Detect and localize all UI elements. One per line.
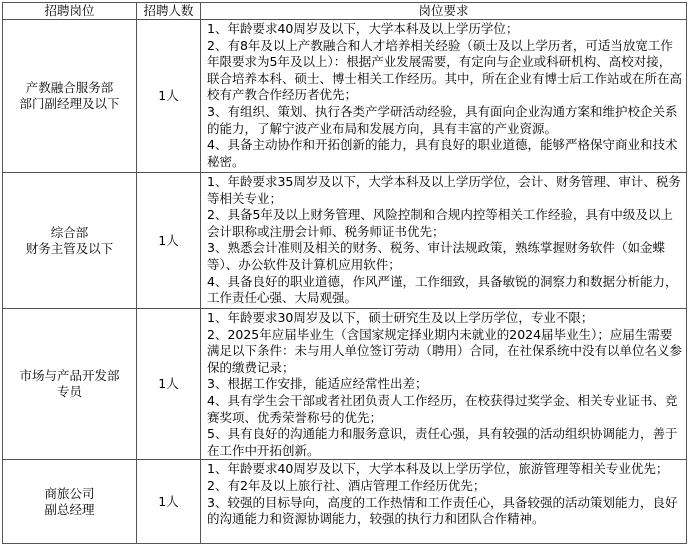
- count-cell: 1人: [137, 173, 201, 309]
- count-cell: 1人: [137, 20, 201, 173]
- table-row: [3, 173, 687, 309]
- table-row: [3, 20, 687, 173]
- header-position: 招聘岗位: [3, 3, 137, 20]
- requirement-item: 4、具备主动协作和开拓创新的能力，具有良好的职业道德，能够严格保守商业和技术秘密。: [207, 137, 678, 169]
- requirements-cell: [201, 460, 687, 544]
- requirement-item: 1、年龄要求40周岁及以下，大学本科及以上学历学位，旅游管理等相关专业优先；: [207, 461, 669, 477]
- position-line: 商旅公司: [44, 485, 95, 501]
- position-line: 副总经理: [44, 501, 95, 517]
- position-cell: [3, 173, 137, 309]
- requirement-item: 3、较强的目标导向，高度的工作热情和工作责任心，具备较强的活动策划能力，良好的沟通能力和资源协调能力，较强的执行力和团队合作精神。: [207, 494, 678, 527]
- requirement-item: 3、有组织、策划、执行各类产学研活动经验，具有面向企业沟通方案和维护校企关系的能力，了解宁波产业布局和发展方向，具有丰富的产业资源。: [207, 103, 678, 136]
- requirements-cell: [201, 173, 687, 309]
- requirement-item: 2、2025年应届毕业生（含国家规定择业期内未就业的2024届毕业生）；应届生需要满足以下条件：未与用人单位签订劳动（聘用）合同，在社保系统中没有以单位名义参保的缴费记录；: [207, 326, 683, 375]
- requirement-item: 4、具备良好的职业道德，作风严谨，工作细致，具备敏锐的洞察力和数据分析能力，工作责任心强、大局观强。: [207, 273, 678, 306]
- table-row: [3, 309, 687, 460]
- position-line: 专员: [56, 384, 82, 400]
- position-cell: [3, 460, 137, 544]
- position-line: 部门副经理及以下: [19, 96, 120, 111]
- requirement-item: 2、有2年及以上旅行社、酒店管理工作经历优先；: [207, 477, 486, 493]
- requirements-cell: [201, 309, 687, 460]
- requirement-item: 2、具备5年及以上财务管理、风险控制和合规内控等相关工作经验，具有中级及以上会计职称或注册会计师、税务师证书优先；: [207, 207, 673, 239]
- position-line: 财务主管及以下: [25, 240, 114, 256]
- requirement-item: 3、根据工作安排，能适应经常性出差；: [207, 376, 428, 392]
- requirement-item: 1、年龄要求40周岁及以下，大学本科及以上学历学位；: [207, 21, 519, 36]
- requirements-cell: [201, 20, 687, 173]
- recruitment-table: [2, 2, 687, 544]
- position-cell: [3, 20, 137, 173]
- position-cell: [3, 309, 137, 460]
- requirement-item: 1、年龄要求35周岁及以下，大学本科及以上学历学位，会计、财务管理、审计、税务等相关专业；: [207, 174, 681, 206]
- requirement-item: 4、具有学生会干部或者社团负责人工作经历，在校获得过奖学金、相关专业证书、竞赛奖项、优秀荣誉称号的优先；: [207, 392, 678, 425]
- position-line: 综合部: [50, 224, 89, 240]
- count-cell: 1人: [137, 309, 201, 460]
- header-requirements: 岗位要求: [201, 3, 687, 20]
- requirement-item: 1、年龄要求30周岁及以下，硕士研究生及以上学历学位，专业不限；: [207, 310, 594, 325]
- requirement-item: 5、具有良好的沟通能力和服务意识，责任心强，具有较强的活动组织协调能力，善于在工作中开拓创新。: [207, 426, 678, 458]
- requirement-item: 2、有8年及以上产教融合和人才培养相关经验（硕士及以上学历者，可适当放宽工作年限要求为5年及以上）：根据产业发展需要，有定向与企业或科研机构、高校对接，联合培养本科、硕士、博士相关工作经历。其中，所在企业有博士后工作站或在所在高校有产教合作经历者优先；: [207, 37, 683, 103]
- position-line: 市场与产品开发部: [19, 368, 120, 384]
- position-line: 产教融合服务部: [25, 80, 114, 95]
- table-row: [3, 460, 687, 544]
- requirement-item: 3、熟悉会计准则及相关的财务、税务、审计法规政策，熟练掌握财务软件（如金蝶等）、办公软件及计算机应用软件；: [207, 240, 665, 272]
- table-header-row: [3, 3, 687, 20]
- header-count: 招聘人数: [137, 3, 201, 20]
- count-cell: 1人: [137, 460, 201, 544]
